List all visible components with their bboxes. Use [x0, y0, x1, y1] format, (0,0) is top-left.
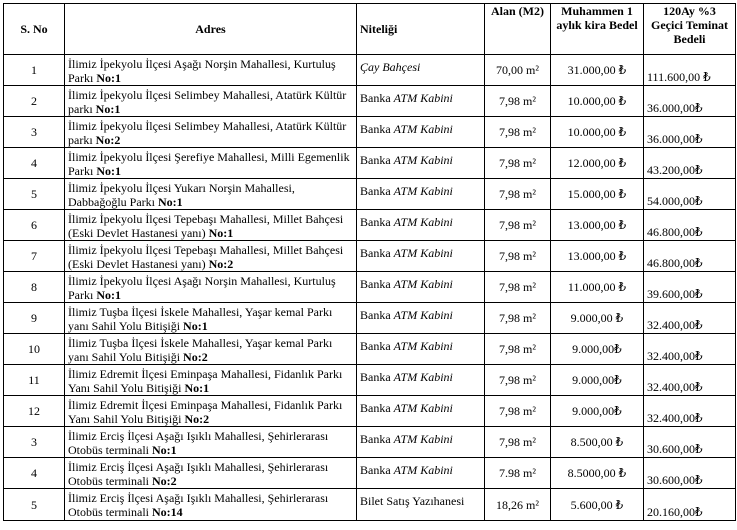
cell-niteligi	[357, 210, 485, 241]
cell-sno: 12	[4, 396, 65, 427]
header-alan: Alan (M2)	[485, 4, 551, 55]
niteligi-italic: ATM Kabini	[393, 91, 453, 105]
table-row	[4, 334, 736, 365]
adres-no: No:1	[95, 102, 121, 116]
cell-sno: 7	[4, 241, 65, 272]
cell-kira: 8.5000,00 ₺	[551, 458, 644, 489]
cell-kira: 31.000,00 ₺	[551, 55, 644, 86]
cell-alan: 7,98 m²	[485, 334, 551, 365]
cell-kira: 10.000,00 ₺	[551, 86, 644, 117]
cell-sno: 5	[4, 489, 65, 521]
adres-no: No:2	[208, 257, 234, 271]
adres-no: No:2	[152, 474, 177, 488]
cell-niteligi	[357, 396, 485, 427]
niteligi-italic: ATM Kabini	[393, 432, 453, 446]
niteligi-italic: Çay Bahçesi	[360, 60, 421, 74]
cell-adres	[65, 396, 357, 427]
adres-text: İlimiz İpekyolu İlçesi Aşağı Norşin Mahallesi, Kurtuluş Parkı	[68, 274, 336, 302]
table-row	[4, 427, 736, 458]
cell-kira: 13.000,00 ₺	[551, 241, 644, 272]
adres-text: İlimiz İpekyolu İlçesi Selimbey Mahallesi, Atatürk Kültür parkı	[68, 88, 347, 116]
table-row	[4, 86, 736, 117]
niteligi-text: Bilet Satış Yazıhanesi	[360, 494, 465, 508]
cell-adres	[65, 427, 357, 458]
cell-alan: 7,98 m²	[485, 427, 551, 458]
adres-text: İlimiz İpekyolu İlçesi Selimbey Mahallesi, Atatürk Kültür parkı	[68, 119, 347, 147]
adres-no: No:1	[208, 226, 234, 240]
header-row	[4, 4, 736, 55]
adres-no: No:1	[183, 319, 208, 333]
cell-niteligi	[357, 148, 485, 179]
cell-niteligi	[357, 365, 485, 396]
adres-no: No:14	[152, 505, 183, 519]
table-row	[4, 489, 736, 521]
cell-teminat: 20.160,00₺	[644, 489, 736, 521]
adres-no: No:2	[183, 350, 208, 364]
header-niteligi: Niteliği	[357, 4, 485, 55]
cell-adres	[65, 489, 357, 521]
niteligi-text: Banka	[360, 91, 394, 105]
cell-teminat: 32.400,00₺	[644, 396, 736, 427]
adres-no: No:1	[96, 71, 122, 85]
niteligi-text: Banka	[360, 463, 394, 477]
cell-alan: 7,98 m²	[485, 210, 551, 241]
cell-alan: 7,98 m²	[485, 179, 551, 210]
niteligi-text: Banka	[360, 122, 394, 136]
cell-niteligi	[357, 272, 485, 303]
cell-sno: 11	[4, 365, 65, 396]
cell-kira: 9.000,00 ₺	[551, 303, 644, 334]
cell-adres	[65, 458, 357, 489]
niteligi-text: Banka	[360, 246, 394, 260]
adres-text: İlimiz Tuşba İlçesi İskele Mahallesi, Yaşar kemal Parkı yanı Sahil Yolu Bitişiği	[68, 305, 333, 333]
cell-teminat: 36.000,00₺	[644, 117, 736, 148]
cell-niteligi	[357, 179, 485, 210]
adres-text: İlimiz İpekyolu İlçesi Yukarı Norşin Mahallesi, Dabbağoğlu Parkı	[68, 181, 295, 209]
cell-kira: 15.000,00 ₺	[551, 179, 644, 210]
table-row	[4, 458, 736, 489]
cell-teminat: 46.800,00₺	[644, 241, 736, 272]
cell-niteligi	[357, 55, 485, 86]
niteligi-italic: ATM Kabini	[393, 308, 453, 322]
niteligi-italic: ATM Kabini	[393, 463, 453, 477]
cell-adres	[65, 365, 357, 396]
niteligi-text: Banka	[360, 215, 394, 229]
cell-alan: 7,98 m²	[485, 272, 551, 303]
cell-teminat: 32.400,00₺	[644, 334, 736, 365]
cell-alan: 18,26 m²	[485, 489, 551, 521]
cell-kira: 13.000,00 ₺	[551, 210, 644, 241]
niteligi-text: Banka	[360, 184, 394, 198]
cell-kira: 9.000,00₺	[551, 365, 644, 396]
adres-text: İlimiz Erciş İlçesi Aşağı Işıklı Mahallesi, Şehirlerarası Otobüs terminali	[68, 491, 329, 519]
cell-sno: 9	[4, 303, 65, 334]
adres-text: İlimiz Erciş İlçesi Aşağı Işıklı Mahallesi, Şehirlerarası Otobüs terminali	[68, 429, 329, 457]
niteligi-italic: ATM Kabini	[393, 370, 453, 384]
cell-alan: 7.98 m²	[485, 458, 551, 489]
adres-text: İlimiz Tuşba İlçesi İskele Mahallesi, Yaşar kemal Parkı yanı Sahil Yolu Bitişiği	[68, 336, 333, 364]
cell-kira: 5.600,00 ₺	[551, 489, 644, 521]
niteligi-text: Banka	[360, 401, 394, 415]
niteligi-text: Banka	[360, 277, 394, 291]
cell-niteligi	[357, 458, 485, 489]
cell-sno: 10	[4, 334, 65, 365]
table-row	[4, 272, 736, 303]
cell-adres	[65, 303, 357, 334]
header-kira: Muhammen 1 aylık kira Bedel	[551, 4, 644, 55]
table-row	[4, 179, 736, 210]
cell-sno: 8	[4, 272, 65, 303]
adres-text: İlimiz İpekyolu İlçesi Tepebaşı Mahallesi, Millet Bahçesi (Eski Devlet Hastanesi yanı)	[68, 243, 344, 271]
cell-teminat: 111.600,00 ₺	[644, 55, 736, 86]
cell-adres	[65, 55, 357, 86]
cell-kira: 11.000,00 ₺	[551, 272, 644, 303]
table-row	[4, 303, 736, 334]
cell-adres	[65, 86, 357, 117]
table-row	[4, 148, 736, 179]
table-row	[4, 117, 736, 148]
adres-text: İlimiz İpekyolu İlçesi Şerefiye Mahallesi, Milli Egemenlik Parkı	[68, 150, 350, 178]
niteligi-italic: ATM Kabini	[393, 401, 453, 415]
cell-sno: 1	[4, 55, 65, 86]
ihale-table	[3, 3, 736, 521]
adres-text: İlimiz Edremit İlçesi Eminpaşa Mahallesi, Fidanlık Parkı Yanı Sahil Yolu Bitişiği	[68, 367, 343, 395]
cell-sno: 4	[4, 148, 65, 179]
cell-teminat: 46.800,00₺	[644, 210, 736, 241]
adres-no: No:1	[157, 195, 183, 209]
header-teminat: 120Ay %3 Geçici Teminat Bedeli	[644, 4, 736, 55]
cell-adres	[65, 117, 357, 148]
cell-teminat: 30.600,00₺	[644, 427, 736, 458]
cell-alan: 70,00 m²	[485, 55, 551, 86]
niteligi-text: Banka	[360, 308, 394, 322]
cell-adres	[65, 241, 357, 272]
cell-kira: 12.000,00 ₺	[551, 148, 644, 179]
adres-no: No:1	[152, 443, 177, 457]
cell-alan: 7,98 m²	[485, 365, 551, 396]
cell-teminat: 39.600,00₺	[644, 272, 736, 303]
cell-adres	[65, 210, 357, 241]
table-row	[4, 241, 736, 272]
cell-sno: 2	[4, 86, 65, 117]
cell-niteligi	[357, 334, 485, 365]
niteligi-italic: ATM Kabini	[393, 339, 453, 353]
cell-niteligi	[357, 241, 485, 272]
cell-kira: 9.000,00₺	[551, 334, 644, 365]
header-adres: Adres	[65, 4, 357, 55]
cell-teminat: 32.400,00₺	[644, 365, 736, 396]
table-row	[4, 365, 736, 396]
adres-text: İlimiz Erciş İlçesi Aşağı Işıklı Mahallesi, Şehirlerarası Otobüs terminali	[68, 460, 329, 488]
cell-teminat: 54.000,00₺	[644, 179, 736, 210]
cell-sno: 3	[4, 117, 65, 148]
cell-alan: 7,98 m²	[485, 86, 551, 117]
cell-niteligi	[357, 303, 485, 334]
adres-text: İlimiz Edremit İlçesi Eminpaşa Mahallesi, Fidanlık Parkı Yanı Sahil Yolu Bitişiği	[68, 398, 343, 426]
cell-niteligi	[357, 427, 485, 458]
cell-alan: 7,98 m²	[485, 396, 551, 427]
cell-sno: 4	[4, 458, 65, 489]
cell-alan: 7,98 m²	[485, 303, 551, 334]
niteligi-text: Banka	[360, 370, 394, 384]
niteligi-text: Banka	[360, 339, 394, 353]
niteligi-italic: ATM Kabini	[393, 246, 453, 260]
cell-niteligi	[357, 86, 485, 117]
header-sno: S. No	[4, 4, 65, 55]
cell-adres	[65, 179, 357, 210]
cell-kira: 9.000,00₺	[551, 396, 644, 427]
cell-teminat: 30.600,00₺	[644, 458, 736, 489]
adres-no: No:1	[96, 164, 122, 178]
cell-adres	[65, 148, 357, 179]
adres-no: No:2	[95, 133, 121, 147]
cell-adres	[65, 334, 357, 365]
cell-teminat: 43.200,00₺	[644, 148, 736, 179]
cell-sno: 6	[4, 210, 65, 241]
cell-teminat: 36.000,00₺	[644, 86, 736, 117]
cell-alan: 7,98 m²	[485, 148, 551, 179]
adres-no: No:1	[96, 288, 122, 302]
cell-sno: 5	[4, 179, 65, 210]
cell-kira: 10.000,00 ₺	[551, 117, 644, 148]
cell-alan: 7,98 m²	[485, 241, 551, 272]
table-row	[4, 396, 736, 427]
table-row	[4, 210, 736, 241]
cell-teminat: 32.400,00₺	[644, 303, 736, 334]
niteligi-italic: ATM Kabini	[393, 122, 453, 136]
niteligi-text: Banka	[360, 153, 394, 167]
adres-text: İlimiz İpekyolu İlçesi Tepebaşı Mahallesi, Millet Bahçesi (Eski Devlet Hastanesi yanı)	[68, 212, 344, 240]
niteligi-italic: ATM Kabini	[393, 277, 453, 291]
niteligi-italic: ATM Kabini	[393, 153, 453, 167]
cell-alan: 7,98 m²	[485, 117, 551, 148]
adres-no: No:2	[184, 412, 210, 426]
adres-no: No:1	[184, 381, 210, 395]
cell-niteligi	[357, 489, 485, 521]
niteligi-text: Banka	[360, 432, 394, 446]
cell-niteligi	[357, 117, 485, 148]
cell-sno: 3	[4, 427, 65, 458]
table-row	[4, 55, 736, 86]
adres-text: İlimiz İpekyolu İlçesi Aşağı Norşin Mahallesi, Kurtuluş Parkı	[68, 57, 336, 85]
cell-adres	[65, 272, 357, 303]
niteligi-italic: ATM Kabini	[393, 184, 453, 198]
cell-kira: 8.500,00 ₺	[551, 427, 644, 458]
niteligi-italic: ATM Kabini	[393, 215, 453, 229]
